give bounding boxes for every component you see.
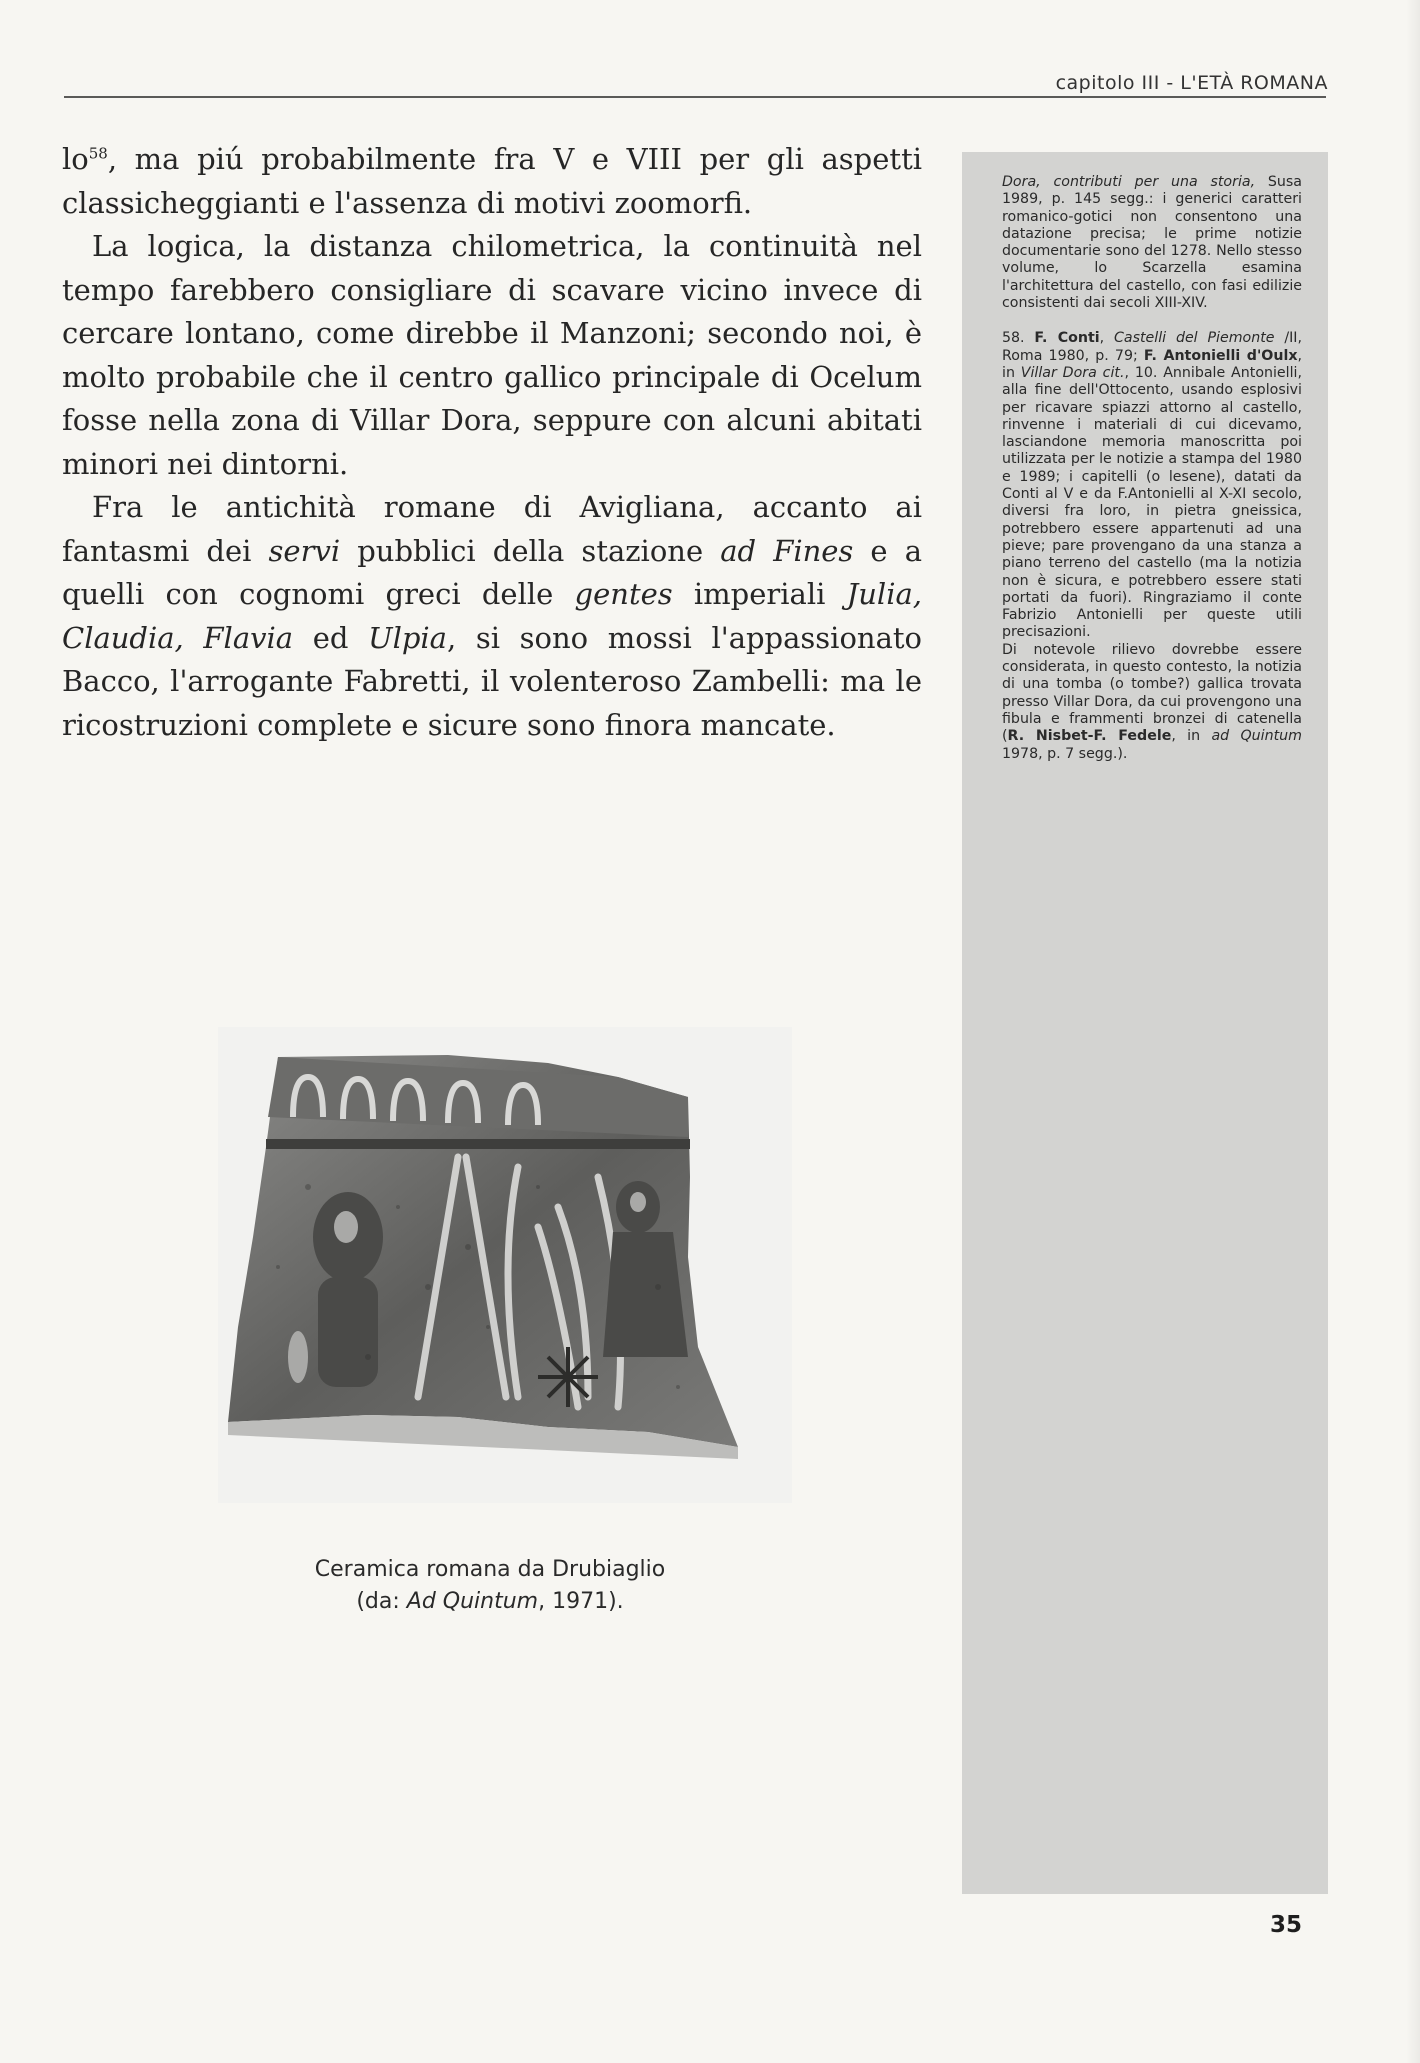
note-58-author-2: F. Antonielli d'Oulx [1143,347,1298,364]
note-58-title-2: Villar Dora cit. [1020,364,1125,381]
note-continued [1002,174,1302,312]
p3-text-5: ed [293,620,369,655]
p3-text-4: imperiali [672,577,847,611]
header-rule [64,96,1326,98]
paragraph-3 [62,486,922,747]
p3-text-6: , si sono mossi l'appassionato Bacco, l'arrogante Fabretti, il volenteroso Zambelli: ma le ricostruzioni complete e sicure sono finora mancate. [62,620,922,742]
note-a-italic: Dora, contributi per una storia, [1002,174,1256,190]
paragraph-2: La logica, la distanza chilometrica, la continuità nel tempo farebbero consigliare di scavare vicino invece di cercare lontano, come direbbe il Manzoni; secondo noi, è molto probabile che il centro gallico principale di Ocelum fosse nella zona di Villar Dora, seppure con alcuni abitati minori nei dintorni. [62,229,922,481]
note-58-text-2: , [1099,330,1114,347]
note-a-text: Susa 1989, p. 145 segg.: i generici caratteri romanico-gotici non consentono una datazione precisa; le prime notizie documentarie sono del 1278. Nello stesso volume, lo Scarzella esamina l'architettura del castello, con fasi edilizie consistenti dai secoli XIII-XIV. [1002,174,1302,312]
note-58b-text-2: , in [1171,728,1212,745]
footnote-reference-58: 58 [88,144,108,163]
paragraph-1 [62,138,922,225]
p3-italic-gentes: gentes [574,577,673,611]
p3-text-3: e a quelli con cognomi greci delle [62,533,922,611]
note-58-text-4: , in [1002,347,1302,381]
note-58-continued [1002,642,1302,763]
paragraph-1-start: lo [62,142,89,176]
p3-text-2: pubblici della stazione [340,533,721,568]
p3-text-1: Fra le antichità romane di Avigliana, accanto ai fantasmi dei [62,490,922,568]
note-58-title-1: Castelli del Piemonte [1113,330,1275,347]
caption-line-2 [200,1586,780,1618]
note-58b-title: ad Quintum [1211,728,1302,745]
note-58b-text-3: 1978, p. 7 segg.). [1002,745,1128,762]
p3-italic-servi: servi [268,533,341,568]
main-text-column [62,138,922,747]
note-58 [1002,330,1302,641]
caption-source-year: , 1971). [538,1589,624,1614]
figure-caption [200,1554,780,1618]
caption-line-1: Ceramica romana da Drubiaglio [314,1557,666,1582]
p3-italic-ad-fines: ad Fines [720,533,854,568]
note-58b-author: R. Nisbet-F. Fedele [1007,728,1172,745]
note-58-text-5: , 10. Annibale Antonielli, alla fine dell'Ottocento, usando esplosivi per ricavare spiazzi attorno al castello, rinvenne i materiali di cui dicevamo, lasciandone memoria manoscritta poi utilizzata per le notizie a stampa del 1980 e 1989; i capitelli (o lesene), datati da Conti al V e da F.Antonielli al X-XI secolo, diversi fra loro, in pietra gneissica, potrebbero essere appartenuti ad una pieve; pare provengano da una stanza a piano terreno del castello (ma la notizia non è sicura, e potrebbero essere stati portati da fuori). Ringraziamo il conte Fabrizio Antonielli per queste utili precisazioni. [1002,364,1302,641]
p3-italic-ulpia: Ulpia [368,620,447,655]
note-58b-text-1: Di notevole rilievo dovrebbe essere considerata, in questo contesto, la notizia di una tomba (o tombe?) gallica trovata presso Villar Dora, da cui provengono una fibula e frammenti bronzei di catenella ( [1002,641,1302,745]
running-head: capitolo III - L'ETÀ ROMANA [1055,72,1328,94]
scan-edge-shadow [1406,0,1420,2063]
ceramic-fragment-image [218,1027,792,1503]
paragraph-1-rest: , ma piú probabilmente fra V e VIII per gli aspetti classicheggianti e l'assenza di motivi zoomorfi. [62,142,922,220]
notes-sidebar [1002,174,1302,763]
note-58-text-3: /II, Roma 1980, p. 79; [1002,330,1302,364]
caption-source-prefix: (da: [356,1589,407,1614]
ceramic-fragment-photo [218,1027,792,1503]
page-number: 35 [1270,1912,1303,1938]
caption-source-title: Ad Quintum [406,1589,539,1614]
note-58-author-1: F. Conti [1034,330,1100,347]
note-58-number: 58. [1002,330,1035,347]
p3-italic-names: Julia, Claudia, Flavia [62,577,922,655]
